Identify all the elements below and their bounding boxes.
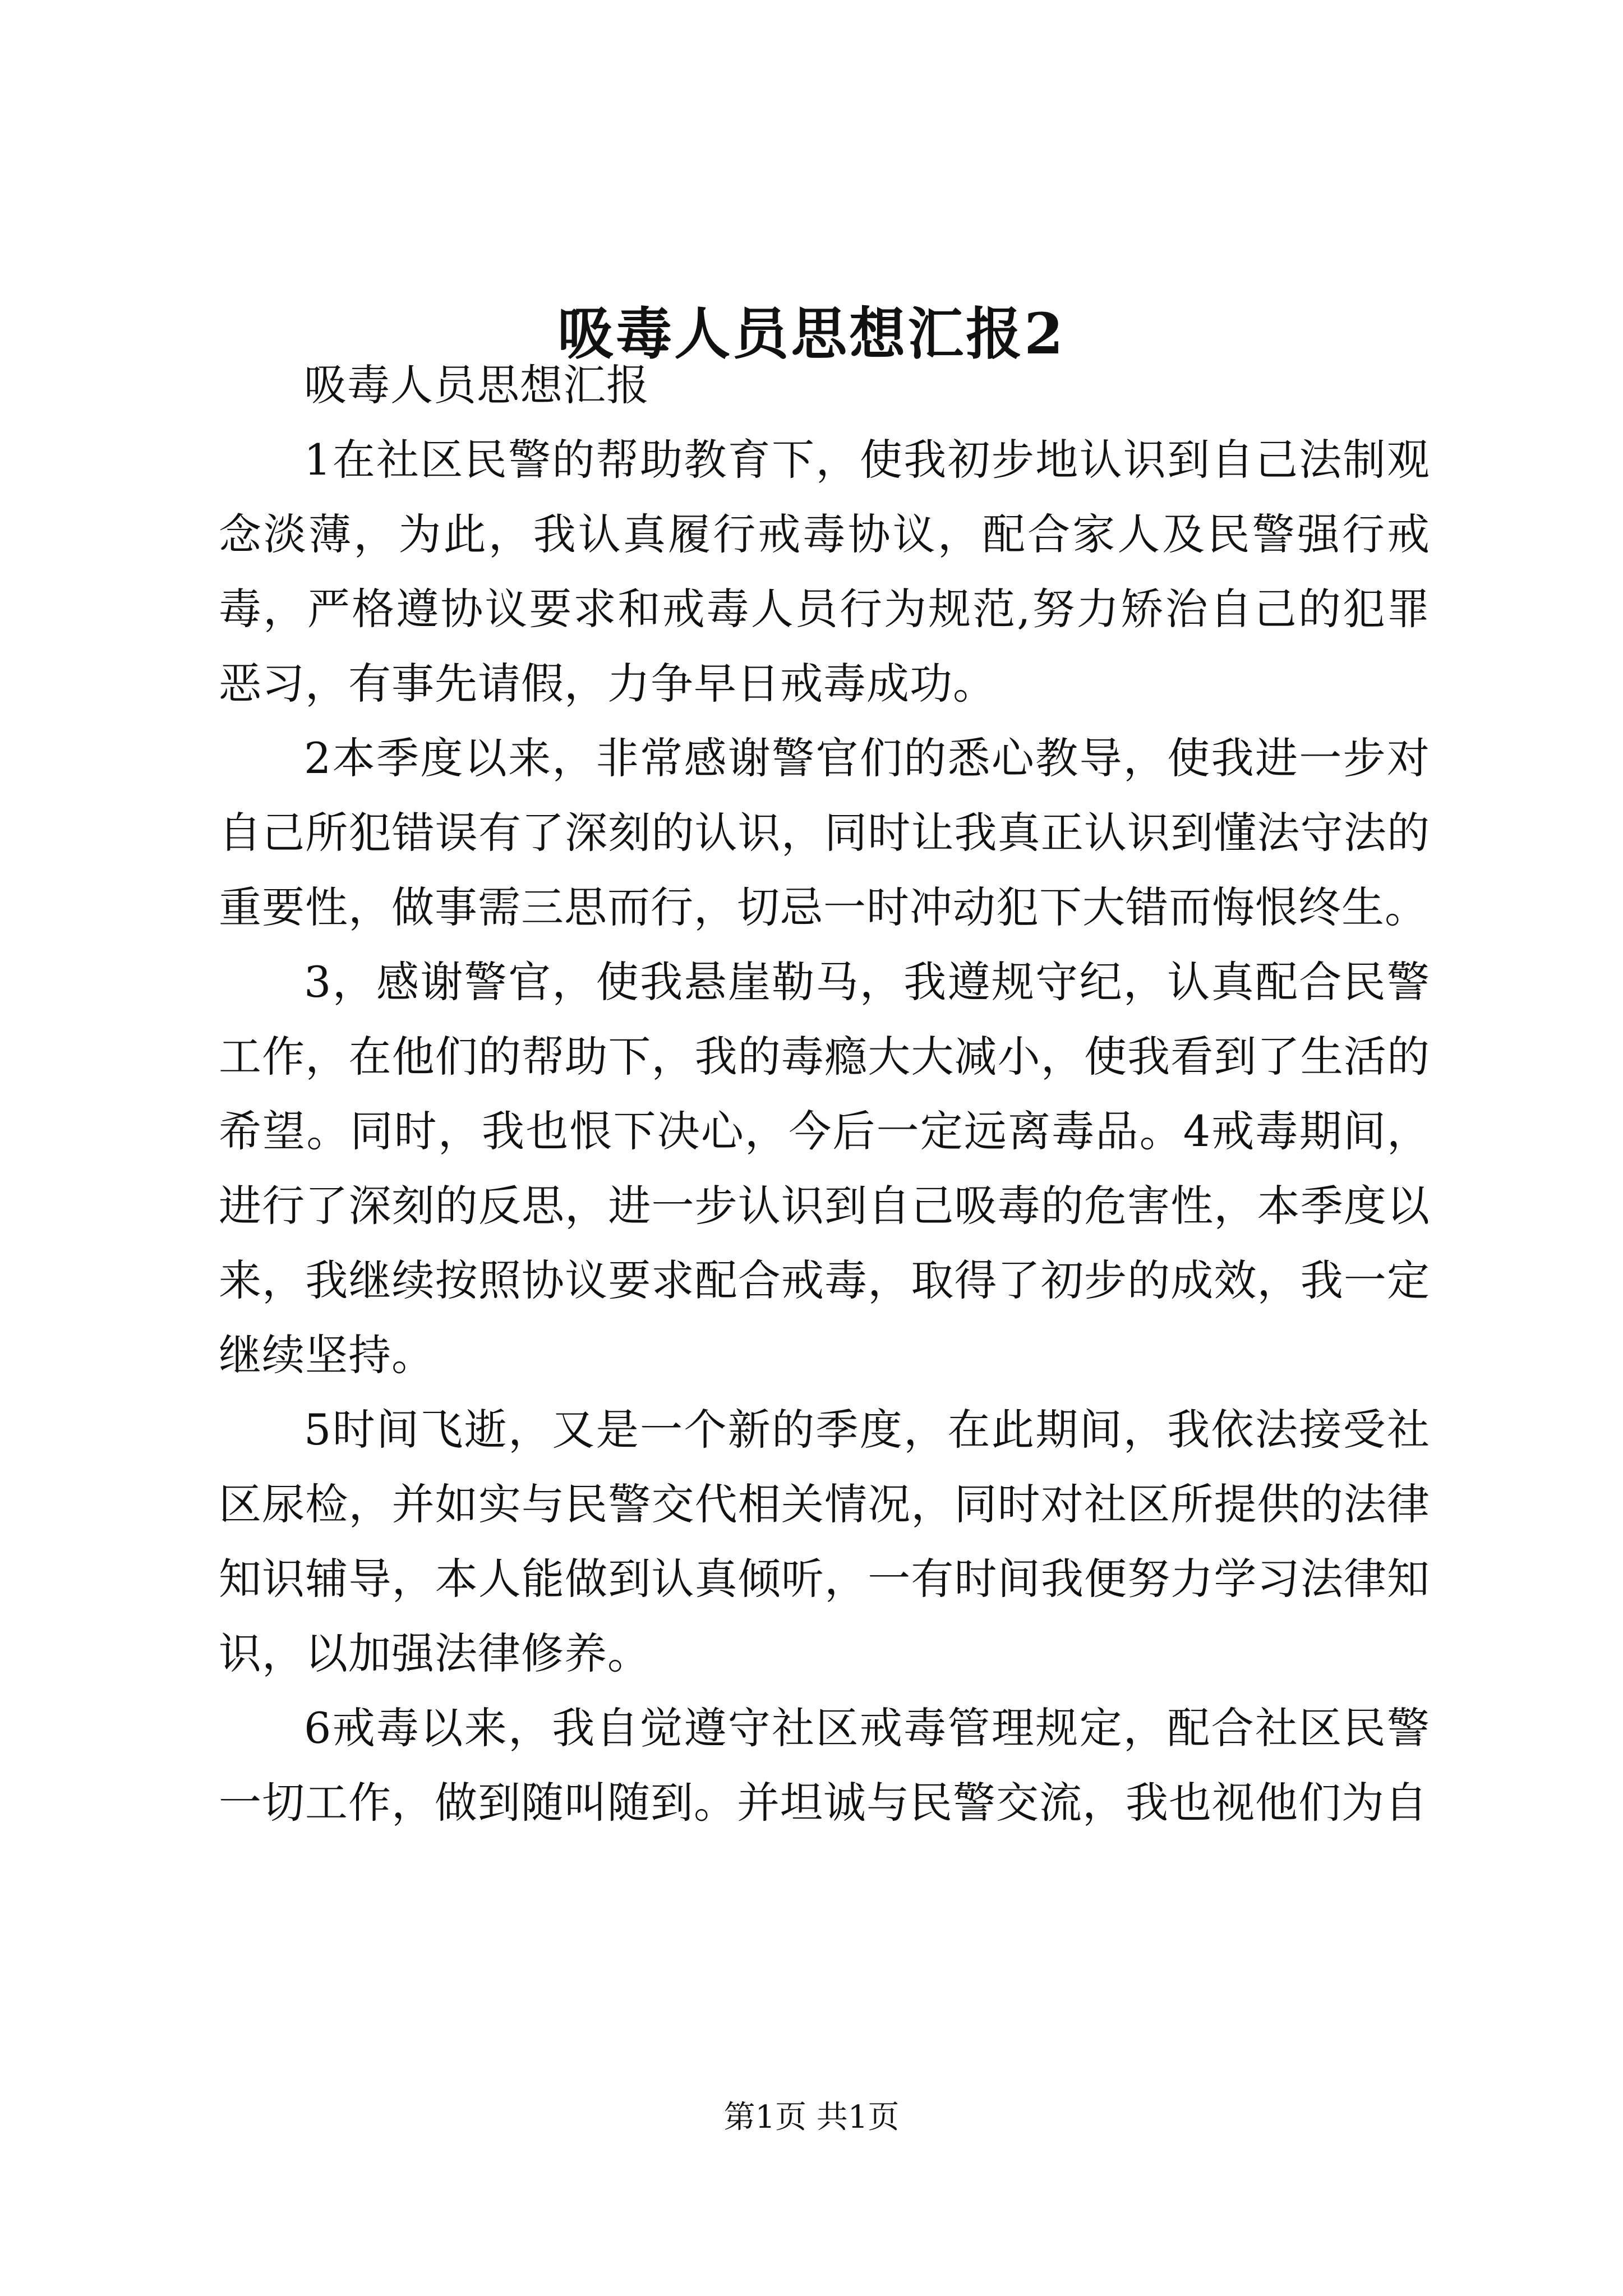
paragraph-subtitle: 吸毒人员思想汇报	[304, 360, 649, 410]
page-number-footer: 第1页 共1页	[723, 2099, 900, 2136]
paragraph-5: 5时间飞逝，又是一个新的季度，在此期间，我依法接受社区尿检，并如实与民警交代相关情况，同时对社区所提供的法律知识辅导，本人能做到认真倾听，一有时间我便努力学习法律知识，以加强法律修养。	[219, 1405, 1430, 1678]
paragraph-6: 6戒毒以来，我自觉遵守社区戒毒管理规定，配合社区民警一切工作，做到随叫随到。并坦诚与民警交流，我也视他们为自	[219, 1703, 1430, 1828]
document-title: 吸毒人员思想汇报2	[557, 301, 1066, 367]
paragraph-3: 3，感谢警官，使我悬崖勒马，我遵规守纪，认真配合民警工作，在他们的帮助下，我的毒瘾大大减小，使我看到了生活的希望。同时，我也恨下决心，今后一定远离毒品。4戒毒期间，进行了深刻的反思，进一步认识到自己吸毒的危害性，本季度以来，我继续按照协议要求配合戒毒，取得了初步的成效，我一定继续坚持。	[219, 957, 1430, 1380]
document-body	[219, 348, 1430, 1840]
paragraph-2: 2本季度以来，非常感谢警官们的悉心教导，使我进一步对自己所犯错误有了深刻的认识，同时让我真正认识到懂法守法的重要性，做事需三思而行，切忌一时冲动犯下大错而悔恨终生。	[219, 733, 1430, 932]
paragraph-1: 1在社区民警的帮助教育下，使我初步地认识到自己法制观念淡薄，为此，我认真履行戒毒协议，配合家人及民警强行戒毒，严格遵协议要求和戒毒人员行为规范,努力矫治自己的犯罪恶习，有事先请假，力争早日戒毒成功。	[219, 435, 1430, 708]
